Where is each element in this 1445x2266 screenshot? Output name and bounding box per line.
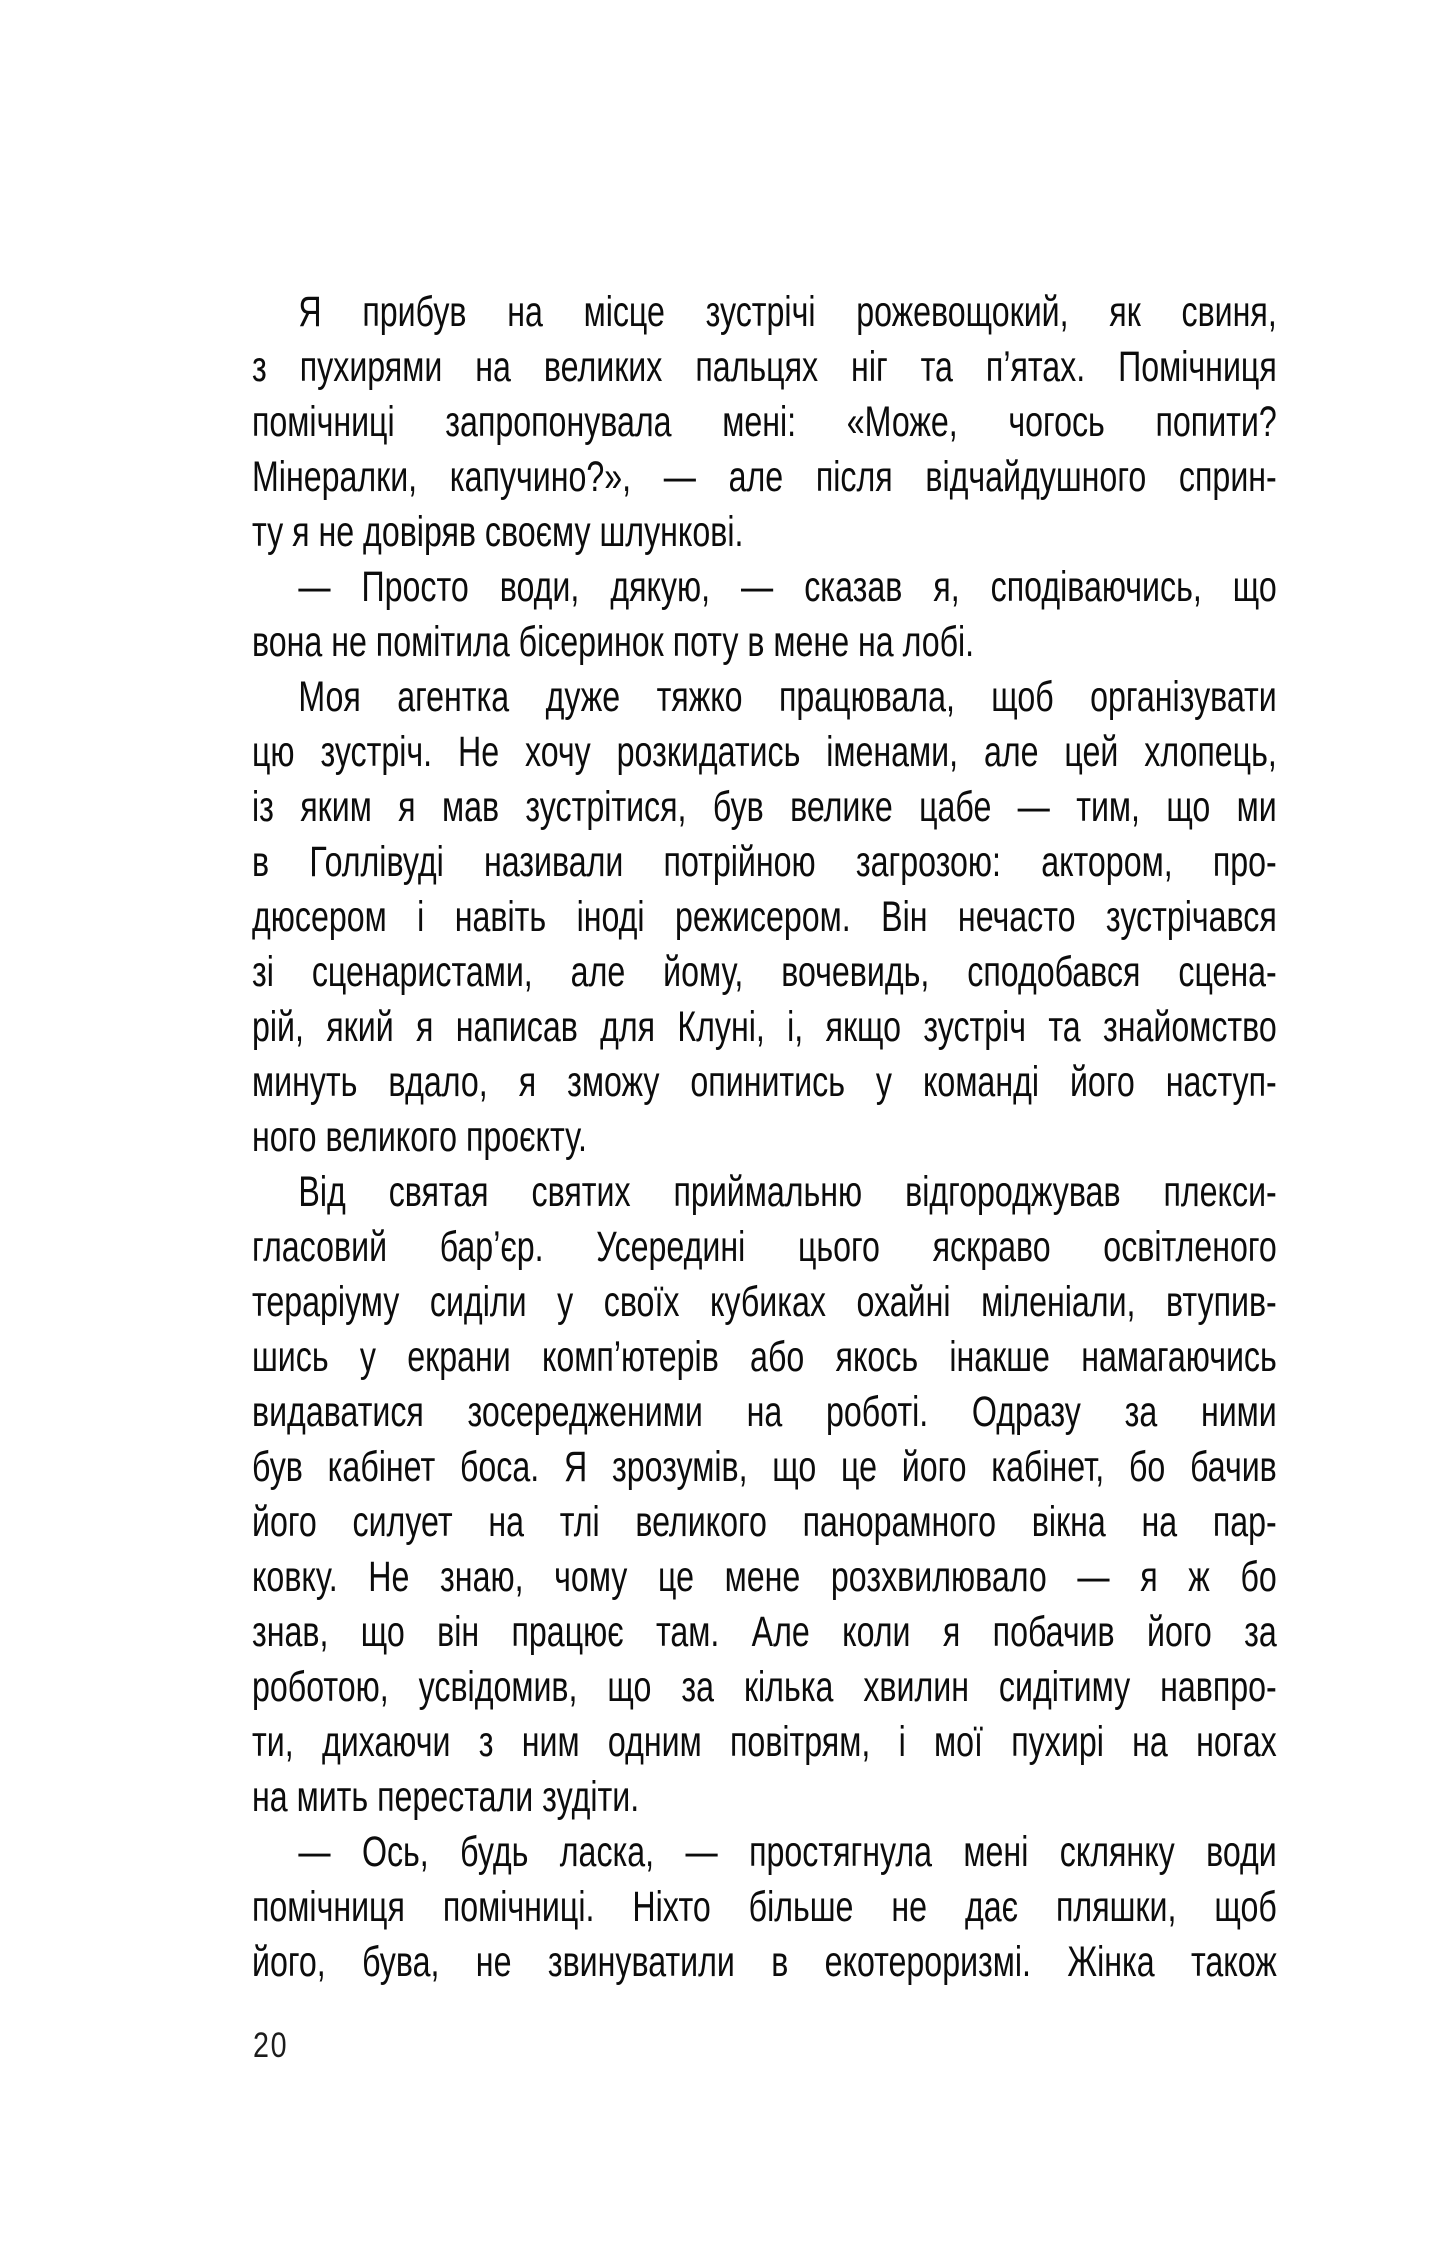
text-line: помічниця помічниці. Ніхто більше не дає пляшки, щоб xyxy=(252,1883,1277,1931)
page-text xyxy=(252,285,1277,1990)
text-line: гласовий бар’єр. Усередині цього яскраво освітленого xyxy=(252,1223,1277,1271)
text-line: Мінералки, капучино?», — але після відчайдушного сприн- xyxy=(252,453,1277,501)
text-line: помічниці запропонувала мені: «Може, чогось попити? xyxy=(252,398,1277,446)
text-line: минуть вдало, я зможу опинитись у команді його наступ- xyxy=(252,1058,1277,1106)
text-line: ковку. Не знаю, чому це мене розхвилювало — я ж бо xyxy=(252,1553,1277,1601)
text-line: шись у екрани комп’ютерів або якось інакше намагаючись xyxy=(252,1333,1277,1381)
text-line: цю зустріч. Не хочу розкидатись іменами, але цей хлопець, xyxy=(252,728,1277,776)
text-line: його силует на тлі великого панорамного вікна на пар- xyxy=(252,1498,1277,1546)
text-line: дюсером і навіть іноді режисером. Він нечасто зустрічався xyxy=(252,893,1277,941)
text-line: — Ось, будь ласка, — простягнула мені склянку води xyxy=(298,1828,1277,1876)
text-line: був кабінет боса. Я зрозумів, що це його кабінет, бо бачив xyxy=(252,1443,1277,1491)
text-line: видаватися зосередженими на роботі. Одразу за ними xyxy=(252,1388,1277,1436)
text-line: зі сценаристами, але йому, вочевидь, сподобався сцена- xyxy=(252,948,1277,996)
text-line: Моя агентка дуже тяжко працювала, щоб організувати xyxy=(298,673,1277,721)
text-line: вона не помітила бісеринок поту в мене на лобі. xyxy=(252,618,975,666)
text-line: із яким я мав зустрітися, був велике цабе — тим, що ми xyxy=(252,783,1277,831)
text-line: рій, який я написав для Клуні, і, якщо зустріч та знайомство xyxy=(252,1003,1277,1051)
text-line: роботою, усвідомив, що за кілька хвилин сидітиму навпро- xyxy=(252,1663,1277,1711)
text-line: ти, дихаючи з ним одним повітрям, і мої пухирі на ногах xyxy=(252,1718,1277,1766)
text-line: тераріуму сиділи у своїх кубиках охайні міленіали, втупив- xyxy=(252,1278,1277,1326)
text-line: ту я не довіряв своєму шлункові. xyxy=(252,508,744,556)
text-line: Від святая святих приймальню відгороджував плекси- xyxy=(298,1168,1277,1216)
text-line: ного великого проєкту. xyxy=(252,1113,587,1161)
text-line: Я прибув на місце зустрічі рожевощокий, як свиня, xyxy=(298,288,1277,336)
text-line: з пухирями на великих пальцях ніг та п’ятах. Помічниця xyxy=(252,343,1277,391)
text-line: на мить перестали зудіти. xyxy=(252,1773,640,1821)
page-number: 20 xyxy=(253,2026,289,2065)
text-line: в Голлівуді називали потрійною загрозою: актором, про- xyxy=(252,838,1277,886)
text-line: знав, що він працює там. Але коли я побачив його за xyxy=(252,1608,1277,1656)
text-line: — Просто води, дякую, — сказав я, сподіваючись, що xyxy=(298,563,1277,611)
text-line: його, бува, не звинуватили в екотероризмі. Жінка також xyxy=(252,1938,1277,1986)
